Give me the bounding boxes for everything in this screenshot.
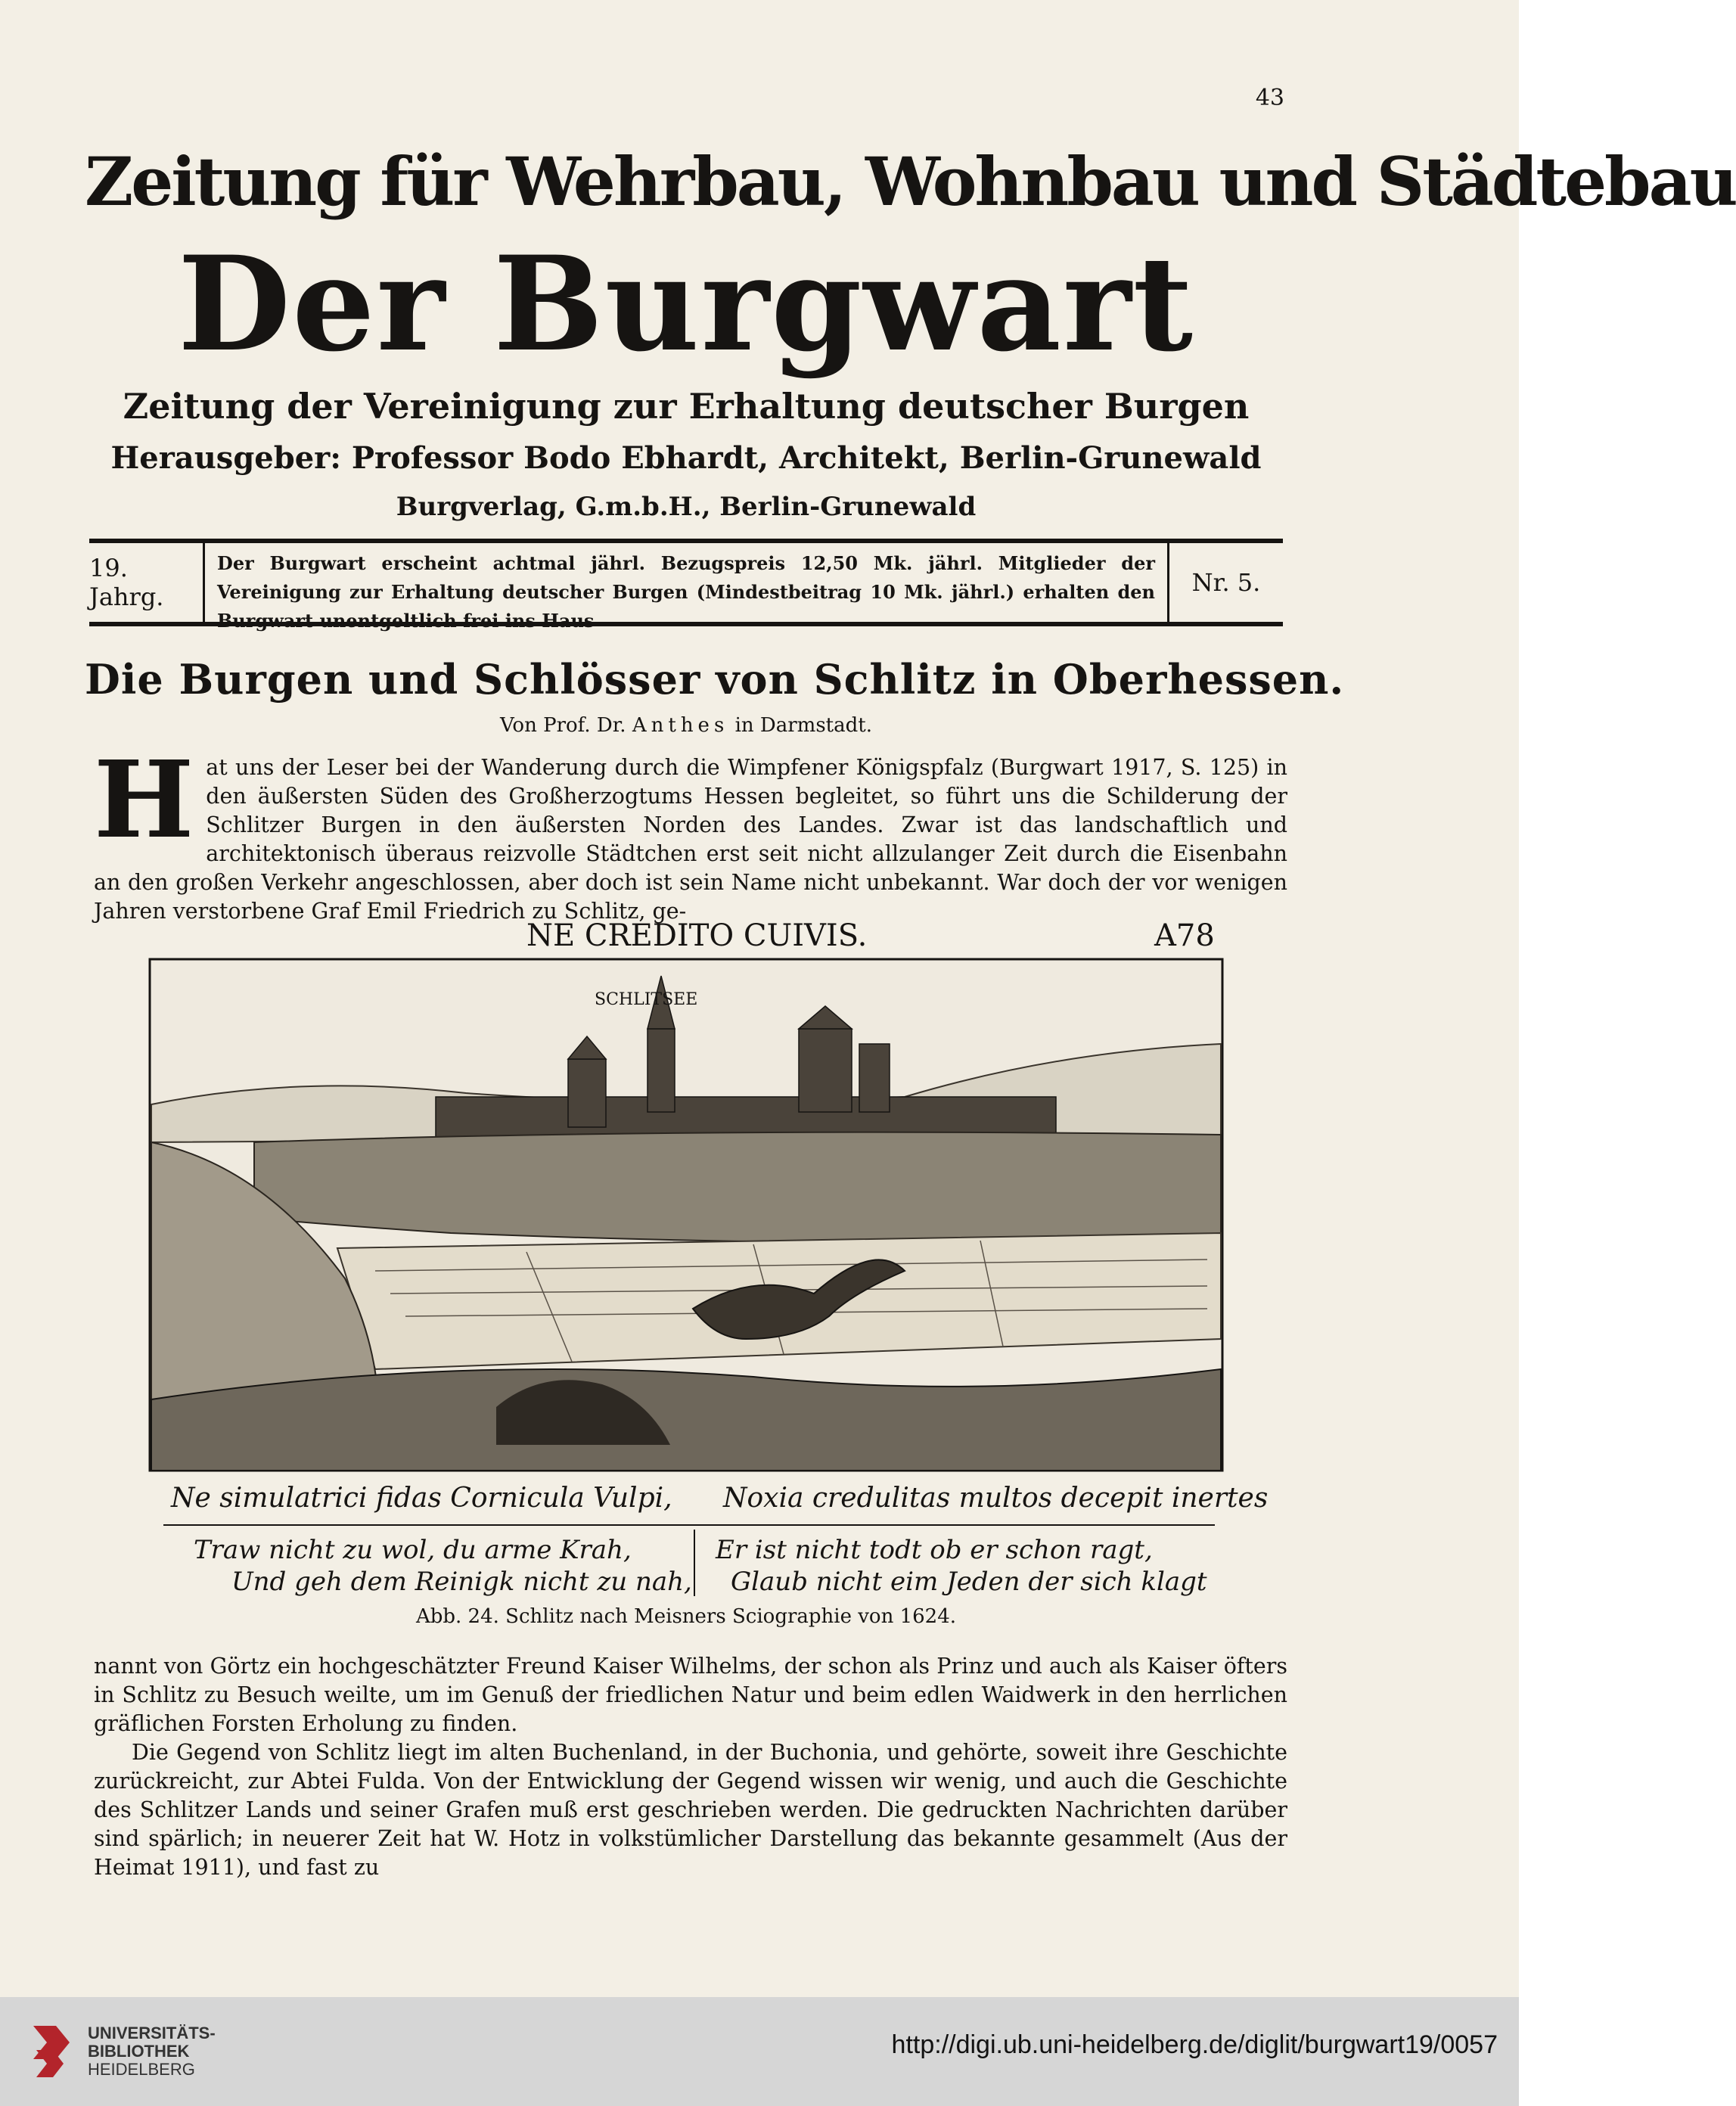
library-name-line-2: BIBLIOTHEK [88,2042,190,2061]
figure-caption: Abb. 24. Schlitz nach Meisners Sciographie von 1624. [415,1605,957,1628]
intro-paragraph: at uns der Leser bei der Wanderung durch die Wimpfener Königspfalz (Burgwart 1917, S. 125) in den äußersten Süden des Großherzogtums Hessen begleitet, so führt uns die Schilderung der Schlitzer Burgen in den äußersten Norden des Landes. Zwar ist das landschaftlich und architektonisch überaus reizvolle Städtchen erst seit nicht allzulanger Zeit durch die Eisenbahn an den großen Verkehr angeschlossen, aber doch ist sein Name nicht unbekannt. War doch der vor wenigen Jahren verstorbene Graf Emil Friedrich zu Schlitz, ge- [94,755,1287,924]
volume-label: 19. Jahrg. [89,554,164,611]
german-verse-left-2: Und geh dem Reinigk nicht zu nah, [231,1567,692,1597]
byline-prefix: Von Prof. Dr. [500,714,626,737]
german-verse-right-2: Glaub nicht eim Jeden der sich klagt [731,1567,1207,1597]
masthead-kicker: Zeitung für Wehrbau, Wohnbau und Städtebau [85,142,1736,221]
masthead-title: Der Burgwart [178,227,1194,381]
permalink-url[interactable]: http://digi.ub.uni-heidelberg.de/diglit/burgwart19/0057 [891,2030,1498,2059]
byline-suffix: in Darmstadt. [734,714,872,737]
masthead-verlag: Burgverlag, G.m.b.H., Berlin-Grunewald [396,492,977,522]
german-verse-right-1: Er ist nicht todt ob er schon ragt, [716,1535,1153,1565]
masthead-publisher: Herausgeber: Professor Bodo Ebhardt, Architekt, Berlin-Grunewald [110,440,1262,476]
foreground [151,1369,1221,1471]
town-label: SCHLITSEE [595,990,698,1009]
body-paragraph-1: nannt von Görtz ein hochgeschätzter Freund Kaiser Wilhelms, der schon als Prinz und auch als Kaiser öfters in Schlitz zu Besuch weilte, um im Genuß der friedlichen Natur und beim edlen Waidwerk in den herrlichen gräflichen Forsten Erholung zu finden. [94,1654,1287,1736]
engraving-motto: NE CREDITO CUIVIS. [526,918,868,953]
german-verse-left-1: Traw nicht zu wol, du arme Krah, [194,1535,632,1565]
body-paragraph-2: Die Gegend von Schlitz liegt im alten Buchenland, in der Buchonia, und gehörte, soweit ihre Geschichte zurückreicht, zur Abtei Fulda. Von der Entwicklung der Gegend wissen wir wenig, und auch die Geschichte des Schlitzer Lands und seiner Grafen muß erst geschrieben werden. Die gedruckten Nachrichten darüber sind spärlich; in neuerer Zeit hat W. Hotz in volkstümlicher Darstellung das bekannte gesammelt (Aus der Heimat 1911), und fast zu [94,1740,1287,1880]
library-footer [0,1997,1519,2106]
byline-author: Anthes [632,714,729,737]
library-logo-icon [26,2020,79,2082]
latin-verse-right: Noxia credulitas multos decepit inertes [723,1483,1269,1514]
article-intro [94,738,1287,926]
article-body [94,1652,1287,1882]
library-name-line-1: UNIVERSITÄTS- [88,2024,216,2042]
latin-verse-left: Ne simulatrici fidas Cornicula Vulpi, [171,1483,672,1514]
article-byline [85,714,1287,737]
subscription-notice: Der Burgwart erscheint achtmal jährl. Bezugspreis 12,50 Mk. jährl. Mitglieder der Vereinigung zur Erhaltung deutscher Burgen (Mindestbeitrag 10 Mk. jährl.) erhalten den Burgwart unentgeltlich frei ins Haus [203,543,1169,622]
article-title: Die Burgen und Schlösser von Schlitz in Oberhessen. [85,655,1345,704]
masthead-subtitle: Zeitung der Vereinigung zur Erhaltung deutscher Burgen [123,386,1250,427]
engraving-figure [148,915,1269,1611]
library-name-line-3: HEIDELBERG [88,2060,195,2079]
forest-band [254,1132,1221,1244]
issue-number: Nr. 5. [1191,568,1261,597]
drop-cap: H [94,738,194,862]
library-name [88,2024,216,2079]
issue-info-bar [89,539,1283,632]
plate-number: A78 [1154,918,1215,953]
page-number: 43 [1255,85,1284,111]
